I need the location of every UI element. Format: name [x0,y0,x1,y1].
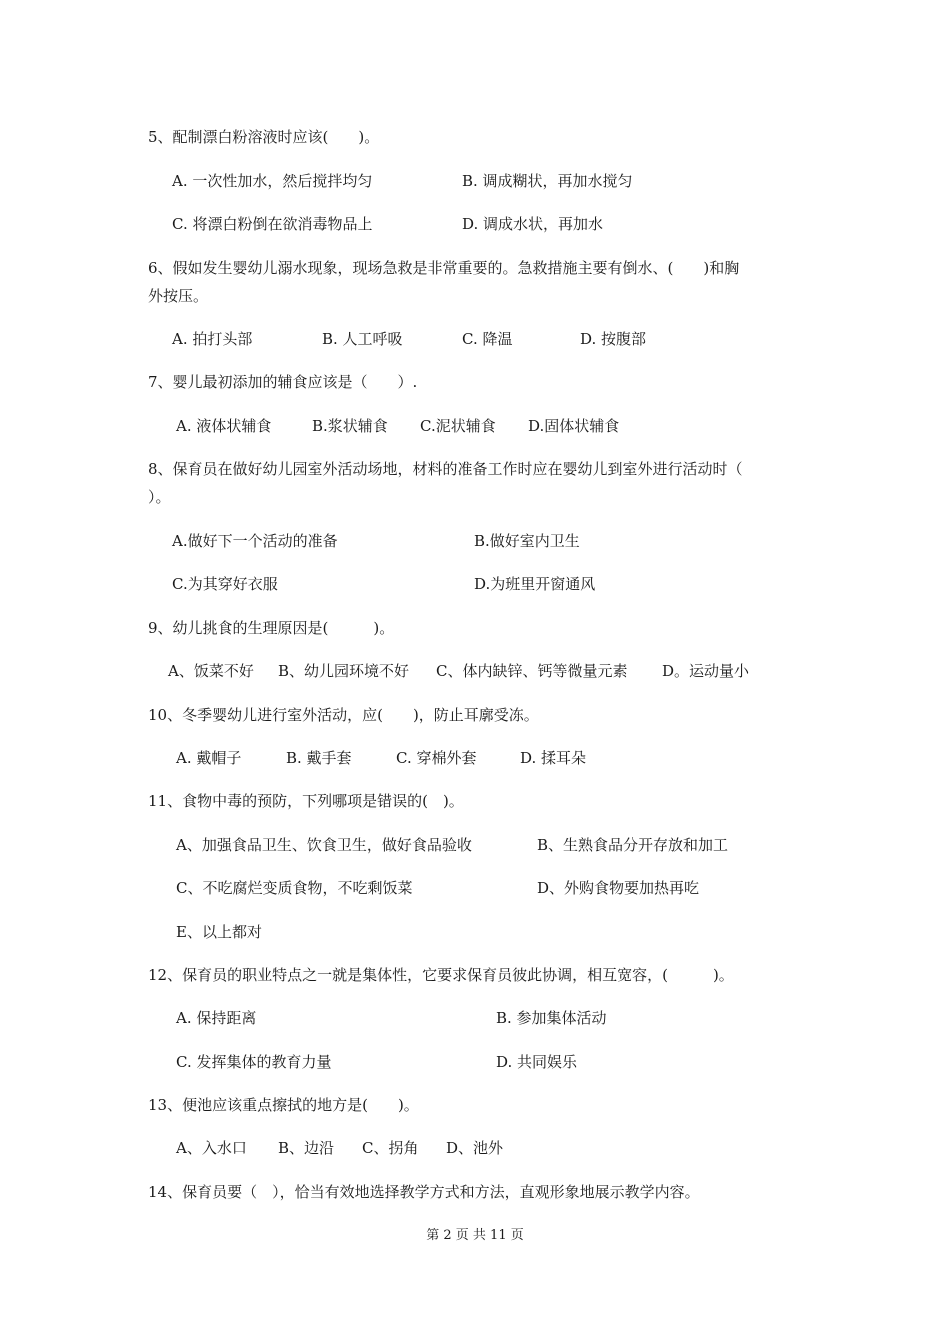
question-9-stem: 9、幼儿挑食的生理原因是( )。 [148,619,395,637]
question-6-option-a: A. 拍打头部 [172,330,253,348]
question-7-stem: 7、婴儿最初添加的辅食应该是（ ）. [148,373,418,391]
question-7-option-a: A. 液体状辅食 [176,417,272,435]
question-6-option-d: D. 按腹部 [580,330,647,348]
question-12-option-c: C. 发挥集体的教育力量 [176,1053,332,1071]
question-5-option-b: B. 调成糊状，再加水搅匀 [462,172,633,190]
question-10-stem: 10、冬季婴幼儿进行室外活动，应( )，防止耳廓受冻。 [148,706,539,724]
question-13-stem: 13、便池应该重点擦拭的地方是( )。 [148,1096,419,1114]
question-6-stem-line1: 6、假如发生婴幼儿溺水现象，现场急救是非常重要的。急救措施主要有倒水、( )和胸 [148,259,740,277]
question-11-option-c: C、不吃腐烂变质食物，不吃剩饭菜 [176,879,413,897]
question-11-option-d: D、外购食物要加热再吃 [537,879,700,897]
question-8-option-b: B.做好室内卫生 [474,532,580,550]
question-12-option-b: B. 参加集体活动 [496,1009,607,1027]
page-number-footer: 第 2 页 共 11 页 [426,1228,524,1243]
question-11-stem: 11、食物中毒的预防，下列哪项是错误的( )。 [148,792,464,810]
question-10-option-b: B. 戴手套 [286,749,352,767]
question-11-option-a: A、加强食品卫生、饮食卫生，做好食品验收 [176,836,472,854]
question-5-option-c: C. 将漂白粉倒在欲消毒物品上 [172,215,373,233]
question-13-option-d: D、池外 [446,1139,504,1157]
question-13-option-a: A、入水口 [176,1139,247,1157]
question-14-stem: 14、保育员要（ ），恰当有效地选择教学方式和方法，直观形象地展示教学内容。 [148,1183,700,1201]
question-12-option-a: A. 保持距离 [176,1009,257,1027]
question-6-option-b: B. 人工呼吸 [322,330,403,348]
question-6-stem-line2: 外按压。 [148,287,209,305]
question-12-option-d: D. 共同娱乐 [496,1053,578,1071]
question-11-option-e: E、以上都对 [176,923,262,941]
question-5-stem: 5、配制漂白粉溶液时应该( )。 [148,128,380,146]
question-8-option-d: D.为班里开窗通风 [474,575,596,593]
question-10-option-c: C. 穿棉外套 [396,749,477,767]
question-9-option-c: C、体内缺锌、钙等微量元素 [436,662,628,680]
question-13-option-c: C、拐角 [362,1139,419,1157]
question-7-option-b: B.浆状辅食 [312,417,388,435]
question-9-option-d: D。运动量小 [662,662,750,680]
question-8-stem-line1: 8、保育员在做好幼儿园室外活动场地，材料的准备工作时应在婴幼儿到室外进行活动时（ [148,460,743,478]
question-8-stem-line2: ）。 [148,488,171,506]
question-5-option-d: D. 调成水状，再加水 [462,215,604,233]
question-6-option-c: C. 降温 [462,330,513,348]
question-7-option-c: C.泥状辅食 [420,417,496,435]
question-13-option-b: B、边沿 [278,1139,335,1157]
question-11-option-b: B、生熟食品分开存放和加工 [537,836,729,854]
question-9-option-a: A、饭菜不好 [168,662,254,680]
question-10-option-d: D. 揉耳朵 [520,749,587,767]
question-12-stem: 12、保育员的职业特点之一就是集体性，它要求保育员彼此协调，相互宽容，( )。 [148,966,734,984]
question-8-option-c: C.为其穿好衣服 [172,575,278,593]
question-8-option-a: A.做好下一个活动的准备 [172,532,338,550]
question-5-option-a: A. 一次性加水，然后搅拌均匀 [172,172,373,190]
question-10-option-a: A. 戴帽子 [176,749,242,767]
question-7-option-d: D.固体状辅食 [528,417,620,435]
question-9-option-b: B、幼儿园环境不好 [278,662,410,680]
